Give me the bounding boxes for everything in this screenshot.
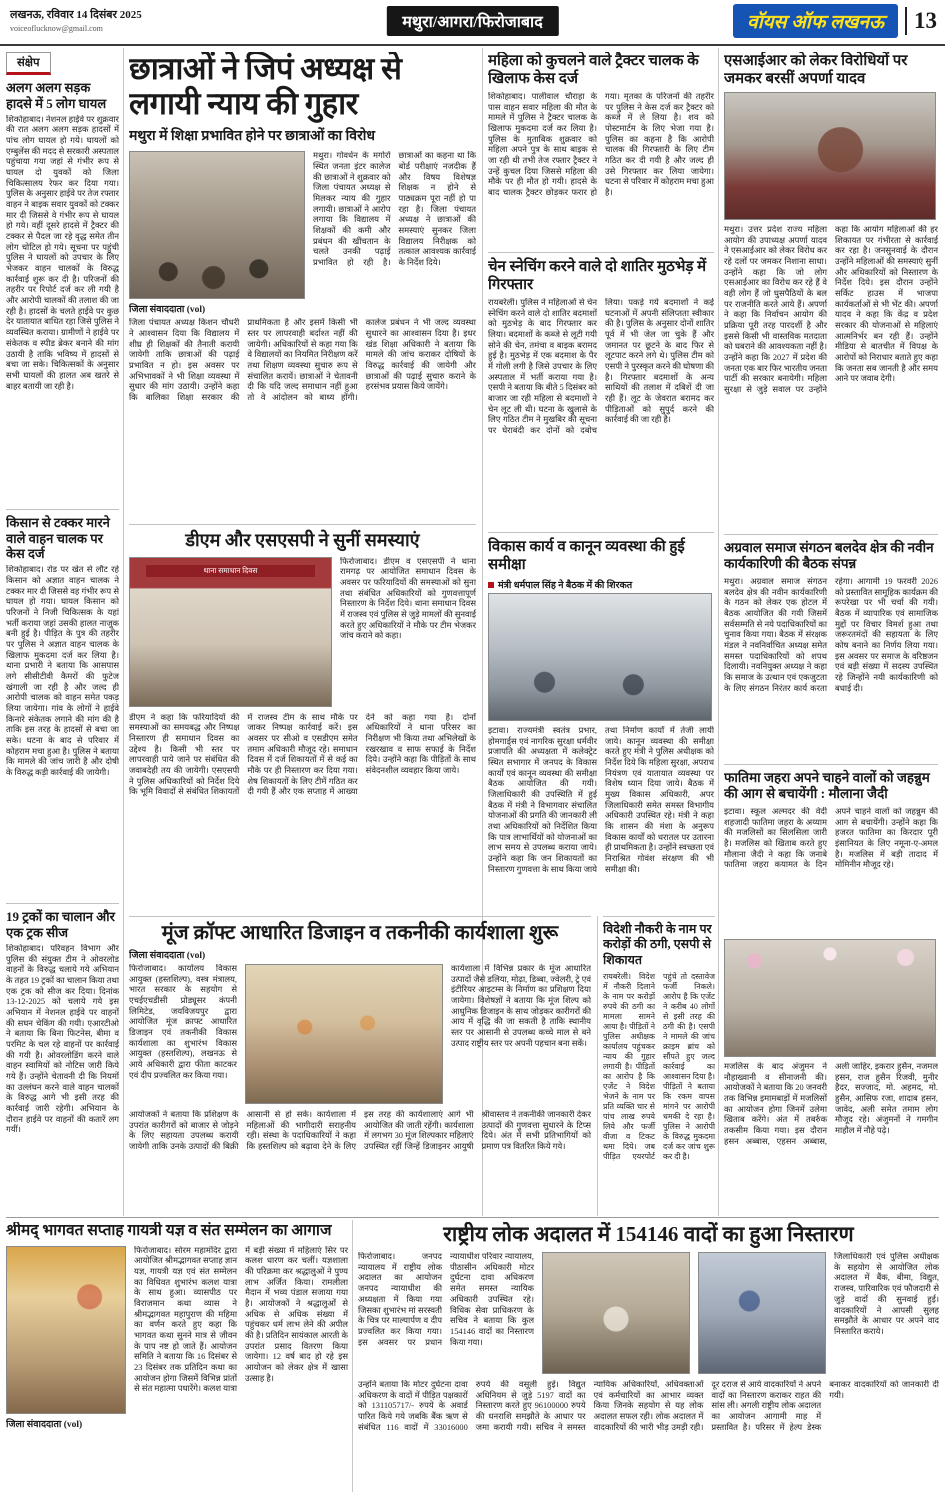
masthead: वॉयस ऑफ लखनऊ [733, 4, 898, 38]
lead-byline: जिला संवाददाता (vol) [129, 305, 206, 316]
brief-body: शिकोहाबाद। नेशनल हाईवे पर शुक्रवार की रात अलग अलग सड़क हादसों में पांच लोग घायल हो गये। घायलों को एम्बुलेंस की मदद से सरकारी अस्पताल पहुंचाया गया जहां से गंभीर रूप से घायल दो युवकों को जिला चिकित्सालय रेफर कर दिया गया। पुलिस के अनुसार हाईवे पर तेज रफ्तार वाहन ने बाइक सवार युवकों को टक्कर मार दी जिससे वे गंभीर रूप से घायल हो गये। वहीं दूसरे हादसे में ट्रैक्टर की टक्कर से पैदल जा रहे वृद्ध समेत तीन लोग चोटिल हो गये। सूचना पर पहुंची पुलिस ने घायलों को उपचार के लिए भेजकर वाहन चालकों के विरुद्ध कार्रवाई शुरू कर दी है। परिजनों की तहरीर पर रिपोर्ट दर्ज कर ली गयी है और आरोपी चालकों की तलाश की जा रही है। हादसों के चलते हाईवे पर कुछ देर यातायात बाधित रहा जिसे पुलिस ने व्यवस्थित कराया। ग्रामीणों ने हाईवे पर संकेतक व स्पीड ब्रेकर बनाने की मांग उठायी है ताकि भविष्य में हादसों से बचा जा सके। चिकित्सकों के अनुसार सभी घायलों की हालत अब खतरे से बाहर बतायी जा रही है। [6, 114, 119, 391]
review-body: इटावा। राज्यमंत्री स्वतंत्र प्रभार, होमगार्ड्स एवं नागरिक सुरक्षा धर्मवीर प्रजापति की अध्यक्षता में कलेक्ट्रेट स्थित सभागार में जनपद के विकास कार्यों एवं कानून व्यवस्था की समीक्षा बैठक आयोजित की गयी। जिलाधिकारी की उपस्थिति में हुई बैठक में मंत्री ने विभागवार संचालित योजनाओं की प्रगति की जानकारी ली तथा अधिकारियों को निर्देशित किया कि पात्र लाभार्थियों को योजनाओं का लाभ समय से उपलब्ध कराया जाये। उन्होंने कहा कि जन शिकायतों का निस्तारण गुणवत्ता के साथ किया जाये तथा निर्माण कार्यों में तेजी लायी जाये। कानून व्यवस्था की समीक्षा करते हुए मंत्री ने पुलिस अधीक्षक को निर्देश दिये कि महिला सुरक्षा, अपराध नियंत्रण एवं यातायात व्यवस्था पर विशेष ध्यान दिया जाये। बैठक में मुख्य विकास अधिकारी, अपर जिलाधिकारी समेत समस्त विभागीय अधिकारी उपस्थित रहे। मंत्री ने कहा कि शासन की मंशा के अनुरूप विकास कार्यों को धरातल पर उतारना ही प्राथमिकता है। उन्होंने स्वच्छता एवं निराश्रित गोवंश संरक्षण की भी समीक्षा की। [488, 726, 714, 874]
brief-headline: अलग अलग सड़क हादसे में 5 लोग घायल [6, 80, 107, 111]
bhagwat-body: फिरोजाबाद। सोरम महामंदिर द्वारा आयोजित श्रीमद्भागवत सप्ताह ज्ञान यज्ञ, गायत्री यज्ञ एवं संत सम्मेलन का विधिवत शुभारंभ कलश यात्रा के साथ हुआ। व्यासपीठ पर विराजमान कथा व्यास ने श्रीमद्भागवत महापुराण की महिमा का वर्णन करते हुए कहा कि भागवत कथा सुनने मात्र से जीवन के पाप नष्ट हो जाते हैं। आयोजन समिति ने बताया कि 16 दिसंबर से 23 दिसंबर तक प्रतिदिन कथा का आयोजन होगा जिसमें विभिन्न प्रांतों से संत महात्मा पधारेंगे। कलश यात्रा में बड़ी संख्या में महिलाएं सिर पर कलश धारण कर चलीं। यज्ञशाला की परिक्रमा कर श्रद्धालुओं ने पुण्य लाभ अर्जित किया। रामलीला मैदान में भव्य पंडाल सजाया गया है। आयोजकों ने श्रद्धालुओं से अधिक से अधिक संख्या में पहुंचकर धर्म लाभ लेने की अपील की है। प्रतिदिन सायंकाल आरती के उपरांत प्रसाद वितरण किया जायेगा। 12 वर्ष बाद हो रहे इस आयोजन को लेकर क्षेत्र में खासा उत्साह है। [134, 1245, 348, 1394]
lok-adalat-bench-photo [698, 1252, 826, 1374]
munj-body-bottom: आयोजकों ने बताया कि प्रशिक्षण के उपरांत कारीगरों को बाजार से जोड़ने के लिए सहायता उपलब्ध करायी जायेगी ताकि उनके उत्पादों की बिक्री आसानी से हो सके। कार्यशाला में महिलाओं की भागीदारी सराहनीय रही। संस्था के पदाधिकारियों ने कहा कि हस्तशिल्प को बढ़ावा देने के लिए इस तरह की कार्यशालाएं आगे भी आयोजित की जाती रहेंगी। कार्यशाला में लगभग 30 मूंज शिल्पकार महिलाएं उपस्थित रहीं जिन्हें डिजाइनर आयुषी श्रीवास्तव ने तकनीकी जानकारी देकर उत्पादों की गुणवत्ता सुधारने के टिप्स दिये। अंत में सभी प्रतिभागियों को प्रमाण पत्र वितरित किये गये। [129, 1110, 591, 1152]
bhagwat-byline: जिला संवाददाता (vol) [6, 1419, 83, 1430]
article-videshi-naukri [603, 916, 715, 1214]
region-title: मथुरा/आगरा/फिरोजाबाद [386, 6, 558, 36]
brief-body: शिकोहाबाद। रोड पर खेत से लौट रहे किसान को अज्ञात वाहन चालक ने टक्कर मार दी जिससे वह गंभीर रूप से घायल हो गया। घायल किसान को परिजनों ने निजी चिकित्सक के यहां भर्ती कराया जहां उसकी हालत नाजुक बनी हुई है। पीड़ित के पुत्र की तहरीर पर पुलिस ने अज्ञात वाहन चालक के खिलाफ मुकदमा दर्ज कर लिया है। थाना प्रभारी ने बताया कि आसपास लगे सीसीटीवी कैमरों की फुटेज खंगाली जा रही है और जल्द ही आरोपी चालक को वाहन समेत पकड़ लिया जायेगा। गांव के लोगों ने हाईवे किनारे संकेतक लगाने की मांग की है ताकि इस तरह के हादसों से बचा जा सके। घटना के बाद से परिवार में कोहराम मचा हुआ है। पुलिस ने बताया कि मामले की जांच जारी है और दोषी के विरुद्ध कड़ी कार्रवाई की जायेगी। [6, 565, 119, 778]
munj-body-left: फिरोजाबाद। कार्यालय विकास आयुक्त (हस्तशिल्प), वस्त्र मंत्रालय, भारत सरकार के सहयोग से एचईएचडीसी प्रोड्यूसर कंपनी लिमिटेड, जयविजयपुर द्वारा आयोजित मूंज क्राफ्ट आधारित डिजाइन एवं तकनीकी विकास कार्यशाला का शुभारंभ विकास आयुक्त (हस्तशिल्प), लखनऊ से आये अधिकारी द्वारा फीता काटकर एवं दीप प्रज्वलित कर किया गया। [129, 964, 237, 1080]
brief-body: शिकोहाबाद। परिवहन विभाग और पुलिस की संयुक्त टीम ने ओवरलोड वाहनों के विरुद्ध चलाये गये अभियान के तहत 19 ट्रकों का चालान किया तथा एक ट्रक को सीज कर दिया। दिनांक 13-12-2025 को चलाये गये इस अभियान में नेशनल हाईवे पर वाहनों की सघन चेकिंग की गयी। एआरटीओ ने बताया कि बिना फिटनेस, बीमा व परमिट के चल रहे वाहनों पर कार्रवाई की गयी है। ओवरलोडिंग करने वाले वाहन स्वामियों को नोटिस जारी किये गये हैं। उन्होंने चेतावनी दी कि नियमों का उल्लंघन करने वाले वाहन चालकों के विरुद्ध आगे भी इसी तरह की कार्रवाई जारी रहेगी। अभियान के दौरान हाईवे पर वाहनों की कतारें लग गयीं। [6, 944, 119, 1135]
article-review-meeting [488, 532, 714, 912]
article-tractor-case [488, 52, 714, 250]
workshop-inauguration-photo [245, 964, 443, 1104]
lok-body-a: फिरोजाबाद। जनपद न्यायालय में राष्ट्रीय लोक अदालत का आयोजन जनपद न्यायाधीश की अध्यक्षता में किया गया जिसका शुभारंभ मां सरस्वती के चित्र पर माल्यार्पण व दीप प्रज्वलित कर किया गया। इस अवसर पर प्रधान न्यायाधीश परिवार न्यायालय, पीठासीन अधिकारी मोटर दुर्घटना दावा अधिकरण समेत समस्त न्यायिक अधिकारी उपस्थित रहे। विधिक सेवा प्राधिकरण के सचिव ने बताया कि कुल 154146 वादों का निस्तारण किया गया। [358, 1252, 534, 1347]
column-divider [352, 1220, 353, 1492]
lok-body-c: उन्होंने बताया कि मोटर दुर्घटना दावा अधिकरण के वादों में पीड़ित पक्षकारों को 131105717/- रुपये के अवार्ड पारित किये गये जबकि बैंक ऋण से संबंधित 116 वादों में 33016000 रुपये की वसूली हुई। विद्युत अधिनियम से जुड़े 5197 वादों का निस्तारण करते हुए 96100000 रुपये की धनराशि समझौते के आधार पर जमा करायी गयी। सचिव ने समस्त न्यायिक अधिकारियों, अधिवक्ताओं एवं कर्मचारियों का आभार व्यक्त किया जिनके सहयोग से यह लोक अदालत सफल रही। लोक अदालत में वादकारियों की भारी भीड़ उमड़ी रही। दूर दराज से आये वादकारियों ने अपने वादों का निस्तारण कराकर राहत की सांस ली। अगली राष्ट्रीय लोक अदालत का आयोजन आगामी माह में प्रस्तावित है। परिसर में हेल्प डेस्क बनाकर वादकारियों को जानकारी दी गयी। [358, 1380, 939, 1432]
article-bhagwat-saptah [6, 1222, 348, 1492]
aparna-yadav-photo [724, 92, 936, 220]
videshi-body: रायबरेली। विदेश में नौकरी दिलाने के नाम पर करोड़ों रुपये की ठगी का मामला सामने आया है। पीड़ितों ने पुलिस अधीक्षक कार्यालय पहुंचकर न्याय की गुहार लगायी है। पीड़ितों का आरोप है कि एजेंट ने विदेश भेजने के नाम पर प्रति व्यक्ति चार से पांच लाख रुपये लिये और फर्जी वीजा व टिकट थमा दिये। जब पीड़ित एयरपोर्ट पहुंचे तो दस्तावेज फर्जी निकले। आरोप है कि एजेंट ने करीब 40 लोगों से इसी तरह की ठगी की है। एसपी ने मामले की जांच क्राइम ब्रांच को सौंपते हुए जल्द कार्रवाई का आश्वासन दिया है। पीड़ितों ने बताया कि रकम वापस मांगने पर आरोपी धमकी दे रहा है। पुलिस ने आरोपी के विरुद्ध मुकदमा दर्ज कर जांच शुरू कर दी है। [603, 971, 715, 1162]
chain-headline: चेन स्नेचिंग करने वाले दो शातिर मुठभेड़ में गिरफ्तार [488, 259, 707, 293]
aparna-body: मथुरा। उत्तर प्रदेश राज्य महिला आयोग की उपाध्यक्ष अपर्णा यादव ने एसआईआर को लेकर विरोध कर रहे दलों पर जमकर निशाना साधा। उन्होंने कहा कि जो लोग एसआईआर का विरोध कर रहे हैं वे वही लोग हैं जो घुसपैठियों के बल पर राजनीति करते आये हैं। अपर्णा ने कहा कि निर्वाचन आयोग की प्रक्रिया पूरी तरह पारदर्शी है और इससे किसी भी वास्तविक मतदाता को घबराने की आवश्यकता नहीं है। उन्होंने कहा कि 2027 में प्रदेश की जनता एक बार फिर भारतीय जनता पार्टी की सरकार बनायेगी। महिला सुरक्षा से जुड़े सवाल पर उन्होंने कहा कि आयोग महिलाओं की हर शिकायत पर गंभीरता से कार्रवाई कर रहा है। जनसुनवाई के दौरान उन्होंने महिलाओं की समस्याएं सुनीं और अधिकारियों को निस्तारण के निर्देश दिये। इस दौरान उन्होंने सर्किट हाउस में भाजपा कार्यकर्ताओं से भी भेंट की। अपर्णा यादव ने कहा कि केंद्र व प्रदेश सरकार की योजनाओं से महिलाएं आत्मनिर्भर बन रही हैं। उन्होंने मीडिया से बातचीत में विपक्ष के आरोपों को निराधार बताते हुए कहा कि जनता सब जानती है और समय आने पर जवाब देगी। [724, 225, 938, 395]
photo-banner-text: थाना समाधान दिवस [146, 565, 315, 577]
lead-body-top: मथुरा। गोवर्धन के मगोर्रा स्थित जनता इंटर कालेज की छात्राओं ने शुक्रवार को जिला पंचायत अध्यक्ष से मिलकर न्याय की गुहार लगायी। छात्राओं ने आरोप लगाया कि विद्यालय में शिक्षकों की कमी और प्रबंधन की खींचतान के चलते उनकी पढ़ाई प्रभावित हो रही है। छात्राओं का कहना था कि बोर्ड परीक्षाएं नजदीक हैं और विषय विशेषज्ञ शिक्षक न होने से पाठ्यक्रम पूरा नहीं हो पा रहा है। जिला पंचायत अध्यक्ष ने छात्राओं की समस्याएं सुनकर जिला विद्यालय निरीक्षक को तत्काल आवश्यक कार्रवाई के निर्देश दिये। [313, 151, 476, 268]
article-fatima-zahra [724, 764, 938, 1214]
edition-date: लखनऊ, रविवार 14 दिसंबर 2025 [10, 9, 142, 21]
article-lead [129, 52, 476, 522]
lok-body-b: जिलाधिकारी एवं पुलिस अधीक्षक के सहयोग से आयोजित लोक अदालत में बैंक, बीमा, विद्युत, राजस्व, पारिवारिक एवं फौजदारी से जुड़े वादों की सुनवाई हुई। वादकारियों ने आपसी सुलह समझौते के आधार पर अपने वाद निस्तारित कराये। [834, 1252, 939, 1336]
review-subhead: मंत्री धर्मपाल सिंह ने बैठक में की शिरकत [488, 578, 714, 591]
bhagwat-photo-col [6, 1246, 126, 1458]
column-divider [597, 916, 598, 1216]
tractor-body: शिकोहाबाद। पालीवाल चौराहा के पास वाहन सवार महिला की मौत के मामले में पुलिस ने ट्रैक्टर चालक के खिलाफ मुकदमा दर्ज कर लिया है। पुलिस के मुताबिक शुक्रवार को महिला अपने पुत्र के साथ बाइक से जा रही थी तभी तेज रफ्तार ट्रैक्टर ने उन्हें कुचल दिया जिससे महिला की मौके पर ही मौत हो गयी। हादसे के बाद चालक ट्रैक्टर छोड़कर फरार हो गया। मृतका के परिजनों की तहरीर पर पुलिस ने केस दर्ज कर ट्रैक्टर को कब्जे में ले लिया है। शव को पोस्टमार्टम के लिए भेजा गया है। पुलिस का कहना है कि आरोपी चालक की गिरफ्तारी के लिए टीम गठित कर दी गयी है और जल्द ही उसे गिरफ्तार कर लिया जायेगा। घटना से परिवार में कोहराम मचा हुआ है। [488, 92, 714, 198]
dm-body-bottom: डीएम ने कहा कि फरियादियों की समस्याओं का समयबद्ध और निष्पक्ष निस्तारण ही समाधान दिवस का उद्देश्य है। किसी भी स्तर पर लापरवाही पाये जाने पर संबंधित की जवाबदेही तय की जायेगी। एसएसपी ने पुलिस अधिकारियों को निर्देश दिये कि भूमि विवादों से संबंधित शिकायतों में राजस्व टीम के साथ मौके पर जाकर निष्पक्ष कार्रवाई करें। इस अवसर पर सीओ व एसडीएम समेत तमाम अधिकारी मौजूद रहे। समाधान दिवस में दर्ज शिकायतों में से कई का मौके पर ही निस्तारण कर दिया गया। शेष शिकायतों के लिए टीमें गठित कर दी गयी हैं और एक सप्ताह में आख्या देने को कहा गया है। दोनों अधिकारियों ने थाना परिसर का निरीक्षण भी किया तथा अभिलेखों के रखरखाव व साफ सफाई के निर्देश दिये। उन्होंने कहा कि पीड़ितों के साथ संवेदनशील व्यवहार किया जाये। [129, 712, 476, 797]
dm-headline: डीएम और एसएसपी ने सुनीं समस्याएं [185, 530, 420, 550]
column-divider [123, 48, 124, 1216]
kalash-yatra-photo [6, 1246, 126, 1414]
aparna-headline: एसआईआर को लेकर विरोधियों पर जमकर बरसीं अपर्णा यादव [724, 53, 908, 87]
fatima-headline: फातिमा जहरा अपने चाहने वालों को जहन्नुम की आग से बचायेंगी : मौलाना जैदी [724, 770, 930, 802]
article-aparna-yadav [724, 52, 938, 532]
munj-body-right: कार्यशाला में विभिन्न प्रकार के मूंज आधारित उत्पादों जैसे डलिया, मोढ़ा, डिब्बा, ज्वेलरी, ट्रे एवं इंटीरियर आइटम्स के निर्माण का प्रशिक्षण दिया जायेगा। विशेषज्ञों ने बताया कि मूंज शिल्प को आधुनिक डिजाइन के साथ जोड़कर कारीगरों की आय में वृद्धि की जा सकती है ताकि स्थानीय स्तर पर आसानी से उपलब्ध कच्चे माल से बने उत्पाद राष्ट्रीय स्तर पर अपनी पहचान बना सकें। [451, 964, 591, 1048]
agrawal-body: मथुरा। अग्रवाल समाज संगठन बलदेव क्षेत्र की नवीन कार्यकारिणी के गठन को लेकर एक होटल में बैठक आयोजित की गयी जिसमें सर्वसम्मति से नये पदाधिकारियों का चुनाव किया गया। बैठक में संरक्षक मंडल ने नवनिर्वाचित अध्यक्ष समेत समस्त पदाधिकारियों को शपथ दिलायी। नवनियुक्त अध्यक्ष ने कहा कि समाज के उत्थान एवं एकजुटता के लिए संगठन निरंतर कार्य करता रहेगा। आगामी 19 फरवरी 2026 को प्रस्तावित सामूहिक कार्यक्रम की रूपरेखा पर भी चर्चा की गयी। बैठक में व्यापारिक एवं सामाजिक मुद्दों पर विचार विमर्श हुआ तथा जरूरतमंदों की सहायता के लिए कोष बनाने का निर्णय लिया गया। इस अवसर पर समाज के वरिष्ठजन एवं बड़ी संख्या में सदस्य उपस्थित रहे जिन्होंने नयी कार्यकारिणी को बधाई दी। [724, 576, 938, 693]
videshi-headline: विदेशी नौकरी के नाम पर करोड़ों की ठगी, एसपी से शिकायत [603, 922, 712, 967]
lok-headline: राष्ट्रीय लोक अदालत में 154146 वादों का हुआ निस्तारण [443, 1222, 854, 1246]
agrawal-headline: अग्रवाल समाज संगठन बलदेव क्षेत्र की नवीन कार्यकारिणी की बैठक संपन्न [724, 540, 934, 572]
lead-headline: छात्राओं ने जिपं अध्यक्ष से लगायी न्याय की गुहार [129, 52, 402, 121]
lead-subhead: मथुरा में शिक्षा प्रभावित होने पर छात्राओं का विरोध [129, 129, 376, 145]
munj-byline: जिला संवाददाता (vol) [129, 951, 206, 961]
review-meeting-photo [488, 593, 712, 721]
section-divider [6, 1217, 939, 1218]
brief-headline: 19 ट्रकों का चालान और एक ट्रक सीज [6, 903, 119, 941]
bhagwat-headline: श्रीमद् भागवत सप्ताह गायत्री यज्ञ व संत सम्मेलन का आगाज [6, 1222, 332, 1239]
munj-headline: मूंज क्रॉफ्ट आधारित डिजाइन व तकनीकी कार्यशाला शुरू [161, 922, 559, 944]
fatima-body-bottom: मजलिस के बाद अंजुमन ने नौहाख्वानी व सीनाजनी की। आयोजकों ने बताया कि 20 जनवरी तक विभिन्न इमामबाड़ों में मजलिसों का आयोजन होगा जिनमें उलेमा खिताब करेंगे। अंत में तबर्रुक तकसीम किया गया। इस दौरान हसन अब्बास, एहसन अब्बास, अली जाहिर, इकरार हुसैन, नजमल हसन, राज हुसैन रिजवी, मुनीर हैदर, सज्जाद, मो. अहमद, मो. हुसैन, आसिफ रजा, शादाब हसन, जावेद, अली समेत तमाम लोग मौजूद रहे। अंजुमनों ने गमगीन माहौल में नौहे पढ़े। [724, 1061, 938, 1146]
page-header [0, 0, 945, 46]
article-chain-snatching [488, 252, 714, 530]
judge-podium-photo [542, 1252, 690, 1374]
chain-body: रायबरेली। पुलिस ने महिलाओं से चेन स्नेचिंग करने वाले दो शातिर बदमाशों को मुठभेड़ के बाद गिरफ्तार कर लिया। बदमाशों के कब्जे से लूटी गयी सोने की चेन, तमंचा व बाइक बरामद हुई है। मुठभेड़ में एक बदमाश के पैर में गोली लगी है जिसे उपचार के लिए अस्पताल में भर्ती कराया गया है। एसपी ने बताया कि बीते 5 दिसंबर को बाजार जा रही महिला से बदमाशों ने चेन लूट ली थी। घटना के खुलासे के लिए गठित टीम ने मुखबिर की सूचना पर घेराबंदी कर दोनों को दबोच लिया। पकड़े गये बदमाशों ने कई घटनाओं में अपनी संलिप्तता स्वीकार की है। पुलिस के अनुसार दोनों शातिर पूर्व में भी जेल जा चुके हैं और जमानत पर छूटने के बाद फिर से लूटपाट करने लगे थे। पुलिस टीम को एसपी ने पुरस्कृत करने की घोषणा की है। गिरफ्तार बदमाशों के अन्य साथियों की तलाश में दबिशें दी जा रही हैं। लूट के जेवरात बरामद कर पीड़िताओं को सुपुर्द करने की कार्रवाई की जा रही है। [488, 298, 714, 436]
briefs-column [6, 52, 119, 1214]
majlis-gathering-photo [724, 939, 936, 1057]
article-agrawal-samaj [724, 534, 938, 762]
lead-body-bottom: जिला पंचायत अध्यक्ष किशन चौधरी ने आश्वासन दिया कि विद्यालय में शीघ्र ही शिक्षकों की तैनाती करायी जायेगी ताकि छात्राओं की पढ़ाई प्रभावित न हो। इस अवसर पर अभिभावकों ने भी शिक्षा व्यवस्था में सुधार की मांग उठायी। उन्होंने कहा कि बालिका शिक्षा सरकार की प्राथमिकता है और इसमें किसी भी स्तर पर लापरवाही बर्दाश्त नहीं की जायेगी। अधिकारियों से कहा गया कि वे विद्यालयों का नियमित निरीक्षण करें तथा शिक्षण व्यवस्था सुचारु रूप से संचालित करायें। छात्राओं ने चेतावनी दी कि यदि जल्द समाधान नहीं हुआ तो वे आंदोलन को बाध्य होंगी। कालेज प्रबंधन ने भी जल्द व्यवस्था सुधारने का आश्वासन दिया है। इधर खंड शिक्षा अधिकारी ने बताया कि मामले की जांच कराकर दोषियों के विरुद्ध कार्रवाई की जायेगी और छात्राओं की पढ़ाई सुचारु कराने के हरसंभव प्रयास किये जायेंगे। [129, 318, 476, 403]
tractor-headline: महिला को कुचलने वाले ट्रैक्टर चालक के खिलाफ केस दर्ज [488, 53, 699, 87]
briefs-label: संक्षेप [6, 52, 51, 75]
edition-email: voiceoflucknow@gmail.com [10, 24, 103, 33]
dm-body-side: फिरोजाबाद। डीएम व एसएसपी ने थाना रामगढ़ पर आयोजित समाधान दिवस के अवसर पर फरियादियों की समस्याओं को सुना तथा संबंधित अधिकारियों को गुणवत्तापूर्ण निस्तारण के निर्देश दिये। थाना समाधान दिवस में राजस्व एवं पुलिस से जुड़े मामलों की सुनवाई करते हुए अधिकारियों ने मौके पर टीम भेजकर जांच कराने को कहा। [340, 556, 476, 641]
article-lok-adalat [358, 1222, 939, 1492]
fatima-body-top: इटावा। स्कूल अल्मदर की वेदी शहजादी फातिमा जहरा के अय्याम की मजलिसों का सिलसिला जारी है। मजलिस को खिताब करते हुए मौलाना जैदी ने कहा कि जनाबे फातिमा जहरा कयामत के दिन अपने चाहने वालों को जहन्नुम की आग से बचायेंगी। उन्होंने कहा कि हजरत फातिमा का किरदार पूरी इंसानियत के लिए नमूना-ए-अमल है। मजलिस में बड़ी तादाद में मोमिनीन मौजूद रहे। [724, 806, 938, 870]
article-dm-ssp [129, 524, 476, 914]
samadhan-diwas-photo [129, 557, 332, 707]
brief-headline: किसान से टक्कर मारने वाले वाहन चालक पर केस दर्ज [6, 509, 119, 563]
page-number-divider [905, 7, 907, 35]
page-number: 13 [914, 8, 937, 33]
masthead-wrap [733, 4, 937, 38]
column-divider [718, 48, 719, 1216]
protest-crowd-photo [129, 151, 305, 299]
review-headline: विकास कार्य व कानून व्यवस्था की हुई समीक्षा [488, 539, 685, 573]
article-munj-workshop [129, 916, 591, 1214]
